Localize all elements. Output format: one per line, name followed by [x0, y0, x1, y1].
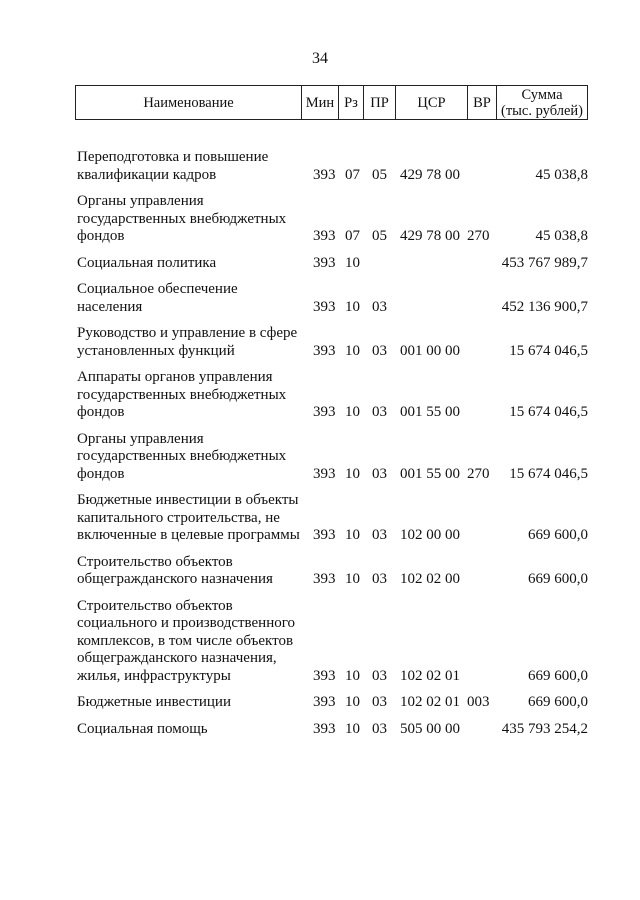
header-min: Мин	[302, 86, 339, 119]
row-csr: 001 55 00	[400, 465, 460, 482]
table-row	[77, 369, 588, 422]
row-min: 393	[313, 166, 336, 183]
row-csr: 102 02 01	[400, 694, 460, 710]
table-row	[77, 694, 588, 712]
row-rz: 10	[345, 720, 360, 737]
row-name: Органы управления государственных внебюджетных фондов	[77, 193, 287, 244]
row-name: Бюджетные инвестиции	[77, 694, 231, 710]
row-vr: 003	[467, 694, 490, 710]
header-sum-line1: Сумма	[521, 86, 563, 103]
row-name: Переподготовка и повышение квалификации кадров	[77, 149, 269, 183]
table-row	[77, 325, 588, 360]
row-vr: 270	[467, 228, 490, 244]
row-rz: 10	[345, 667, 360, 684]
row-rz: 10	[345, 254, 360, 271]
row-name: Руководство и управление в сфере установленных функций	[77, 325, 298, 359]
row-pr: 03	[372, 404, 387, 420]
row-sum: 45 038,8	[535, 166, 588, 183]
row-rz: 10	[345, 342, 360, 359]
row-csr: 001 55 00	[400, 404, 460, 420]
table-row	[77, 492, 588, 545]
row-sum: 669 600,0	[528, 694, 588, 710]
row-pr: 03	[372, 720, 387, 737]
row-pr: 03	[372, 465, 387, 482]
row-name: Строительство объектов общегражданского назначения	[77, 553, 273, 587]
row-rz: 07	[345, 228, 360, 244]
row-name: Социальная политика	[77, 254, 217, 271]
row-sum: 15 674 046,5	[509, 342, 588, 359]
row-vr: 270	[467, 465, 490, 482]
row-sum: 669 600,0	[528, 527, 588, 543]
row-sum: 45 038,8	[535, 228, 588, 244]
row-min: 393	[313, 720, 336, 737]
row-min: 393	[313, 527, 336, 543]
row-pr: 05	[372, 228, 387, 244]
row-pr: 03	[372, 527, 387, 543]
row-rz: 10	[345, 527, 360, 543]
row-min: 393	[313, 228, 336, 244]
header-name: Наименование	[76, 86, 302, 119]
row-min: 393	[313, 404, 336, 420]
row-sum: 435 793 254,2	[501, 720, 588, 737]
row-name: Органы управления государственных внебюджетных фондов	[77, 430, 287, 482]
table-header	[75, 85, 588, 120]
row-sum: 453 767 989,7	[501, 254, 588, 271]
row-pr: 03	[372, 571, 387, 587]
row-csr: 102 02 01	[400, 667, 460, 684]
row-pr: 03	[372, 298, 387, 315]
row-name: Бюджетные инвестиции в объекты капитального строительства, не включенные в целевые программы	[77, 492, 300, 543]
row-csr: 102 02 00	[400, 571, 460, 587]
row-sum: 15 674 046,5	[509, 465, 588, 482]
row-min: 393	[313, 254, 336, 271]
table-row	[77, 149, 588, 184]
row-min: 393	[313, 667, 336, 684]
row-name: Строительство объектов социального и производственного комплексов, в том числе объектов общегражданского назначения, жилья, инфраструктуры	[77, 597, 296, 684]
row-pr: 03	[372, 342, 387, 359]
row-rz: 07	[345, 166, 360, 183]
row-rz: 10	[345, 298, 360, 315]
table-row	[77, 431, 588, 484]
row-rz: 10	[345, 465, 360, 482]
row-rz: 10	[345, 694, 360, 710]
row-name: Социальное обеспечение населения	[77, 281, 238, 315]
row-pr: 05	[372, 166, 387, 183]
row-min: 393	[313, 342, 336, 359]
row-sum: 452 136 900,7	[501, 298, 588, 315]
row-name: Социальная помощь	[77, 720, 208, 737]
header-rz: Рз	[339, 86, 364, 119]
header-pr: ПР	[364, 86, 396, 119]
header-sum-line2: (тыс. рублей)	[501, 102, 583, 119]
table-row	[77, 554, 588, 589]
row-csr: 001 00 00	[400, 342, 460, 359]
table-row	[77, 598, 588, 686]
row-pr: 03	[372, 667, 387, 684]
table-row	[77, 281, 588, 316]
table-body	[77, 149, 588, 747]
row-min: 393	[313, 694, 336, 710]
row-name: Аппараты органов управления государственных внебюджетных фондов	[77, 369, 287, 420]
row-csr: 505 00 00	[400, 720, 460, 737]
row-rz: 10	[345, 571, 360, 587]
table-row	[77, 193, 588, 246]
table-row	[77, 255, 588, 273]
row-rz: 10	[345, 404, 360, 420]
header-vr: ВР	[468, 86, 497, 119]
header-csr: ЦСР	[396, 86, 468, 119]
row-csr: 102 00 00	[400, 527, 460, 543]
header-sum	[497, 86, 587, 119]
page-number: 34	[312, 50, 328, 67]
row-csr: 429 78 00	[400, 166, 460, 183]
row-csr: 429 78 00	[400, 228, 460, 244]
row-sum: 669 600,0	[528, 667, 588, 684]
row-min: 393	[313, 298, 336, 315]
row-min: 393	[313, 465, 336, 482]
row-min: 393	[313, 571, 336, 587]
row-pr: 03	[372, 694, 387, 710]
row-sum: 15 674 046,5	[509, 404, 588, 420]
row-sum: 669 600,0	[528, 571, 588, 587]
table-row	[77, 721, 588, 739]
